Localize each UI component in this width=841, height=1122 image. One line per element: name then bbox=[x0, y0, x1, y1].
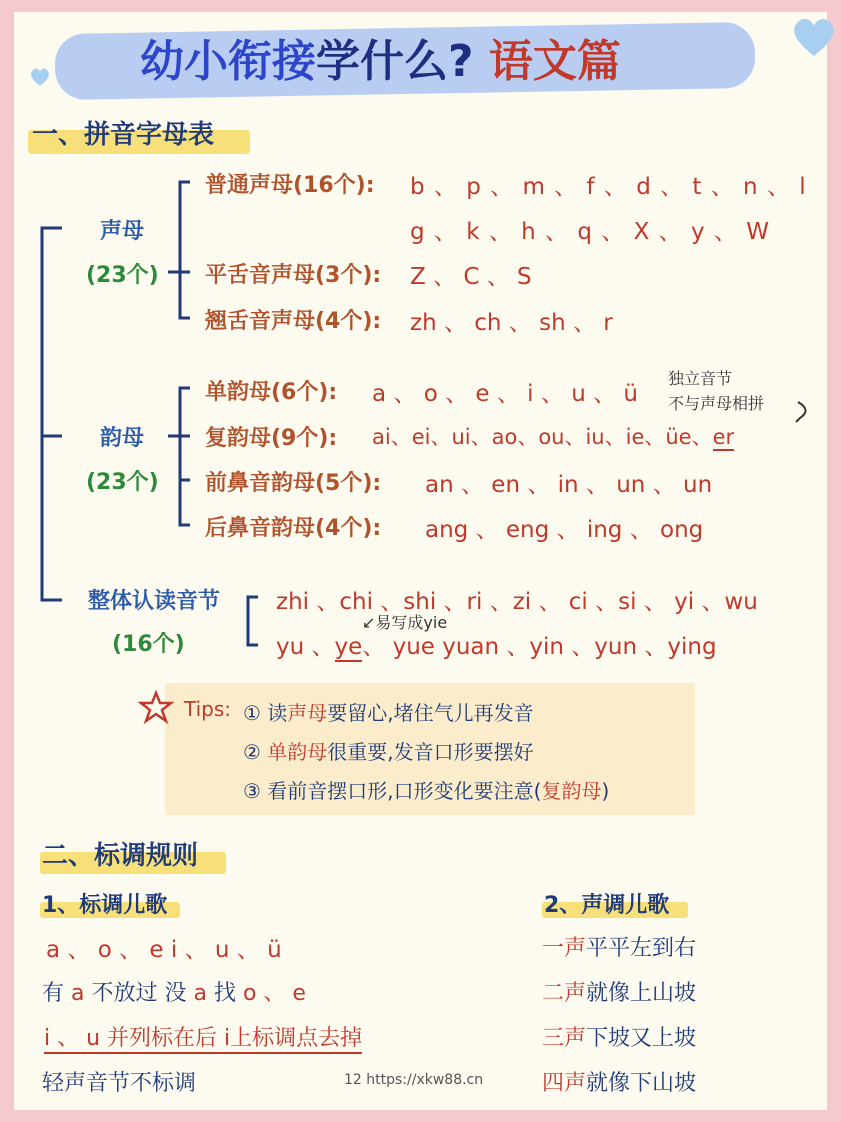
row-label: 翘舌音声母(4个): bbox=[205, 309, 382, 334]
row-values: b 、 p 、 m 、 f 、 d 、 t 、 n 、 l bbox=[410, 174, 807, 200]
tip-item: ② 单韵母很重要,发音口形要摆好 bbox=[243, 740, 534, 764]
section-heading: 一、拼音字母表 bbox=[32, 120, 215, 150]
row-values: Z 、 C 、 S bbox=[410, 264, 532, 290]
note: 不与声母相拼 bbox=[668, 394, 765, 413]
row-values: an 、 en 、 in 、 un 、 un bbox=[425, 472, 713, 498]
zhengti-count: (16个) bbox=[112, 632, 185, 657]
row-values: a 、 o 、 e 、 i 、 u 、 ü bbox=[372, 381, 638, 407]
row-label: 单韵母(6个): bbox=[205, 380, 338, 405]
rhyme-line: 有 a 不放过 没 a 找 o 、 e bbox=[42, 981, 306, 1006]
row-values: ai、ei、ui、ao、ou、iu、ie、üe、er bbox=[372, 425, 735, 449]
row-label: 普通声母(16个): bbox=[205, 173, 375, 198]
rhyme-line: i 、 u 并列标在后 i上标调点去掉 bbox=[44, 1021, 362, 1054]
subsection-title: 2、声调儿歌 bbox=[544, 893, 670, 918]
zhengti-label: 整体认读音节 bbox=[88, 589, 221, 614]
er-underlined: er bbox=[712, 425, 735, 449]
yunmu-label: 韵母 bbox=[100, 426, 145, 451]
tone-line: 三声下坡又上坡 bbox=[542, 1026, 697, 1051]
tone-line: 二声就像上山坡 bbox=[542, 981, 697, 1006]
rhyme-line: 轻声音节不标调 bbox=[42, 1071, 197, 1096]
footer-url[interactable]: 12 https://xkw88.cn bbox=[344, 1072, 484, 1088]
yunmu-count: (23个) bbox=[86, 470, 159, 495]
section-heading: 二、标调规则 bbox=[42, 841, 199, 871]
shengmu-label: 声母 bbox=[100, 219, 145, 244]
zhengti-line2: yu 、ye、 yue yuan 、yin 、yun 、ying bbox=[276, 634, 717, 660]
tip-item: ① 读声母要留心,堵住气儿再发音 bbox=[243, 701, 534, 725]
rhyme-line: a 、 o 、 e i 、 u 、 ü bbox=[46, 937, 282, 963]
zhengti-line1: zhi 、chi 、shi 、ri 、zi 、 ci 、si 、 yi 、wu bbox=[276, 589, 758, 615]
tips-label: Tips: bbox=[184, 697, 232, 721]
tone-line: 四声就像下山坡 bbox=[542, 1071, 697, 1096]
row-label: 平舌音声母(3个): bbox=[205, 263, 382, 288]
subsection-title: 1、标调儿歌 bbox=[42, 893, 168, 918]
star-icon bbox=[138, 690, 174, 724]
row-label: 前鼻音韵母(5个): bbox=[205, 471, 382, 496]
row-label: 后鼻音韵母(4个): bbox=[205, 516, 382, 541]
note: 独立音节 bbox=[668, 369, 733, 388]
tip-item: ③ 看前音摆口形,口形变化要注意(复韵母) bbox=[243, 779, 610, 803]
tone-line: 一声平平左到右 bbox=[542, 936, 697, 961]
shengmu-count: (23个) bbox=[86, 263, 159, 288]
row-values: g 、 k 、 h 、 q 、 X 、 y 、 W bbox=[410, 219, 770, 245]
row-values: zh 、 ch 、 sh 、 r bbox=[410, 310, 613, 336]
row-label: 复韵母(9个): bbox=[205, 426, 338, 451]
page-title: 幼小衔接学什么? 语文篇 bbox=[140, 36, 621, 87]
note: ↙易写成yie bbox=[362, 613, 448, 632]
row-values: ang 、 eng 、 ing 、 ong bbox=[425, 517, 704, 543]
